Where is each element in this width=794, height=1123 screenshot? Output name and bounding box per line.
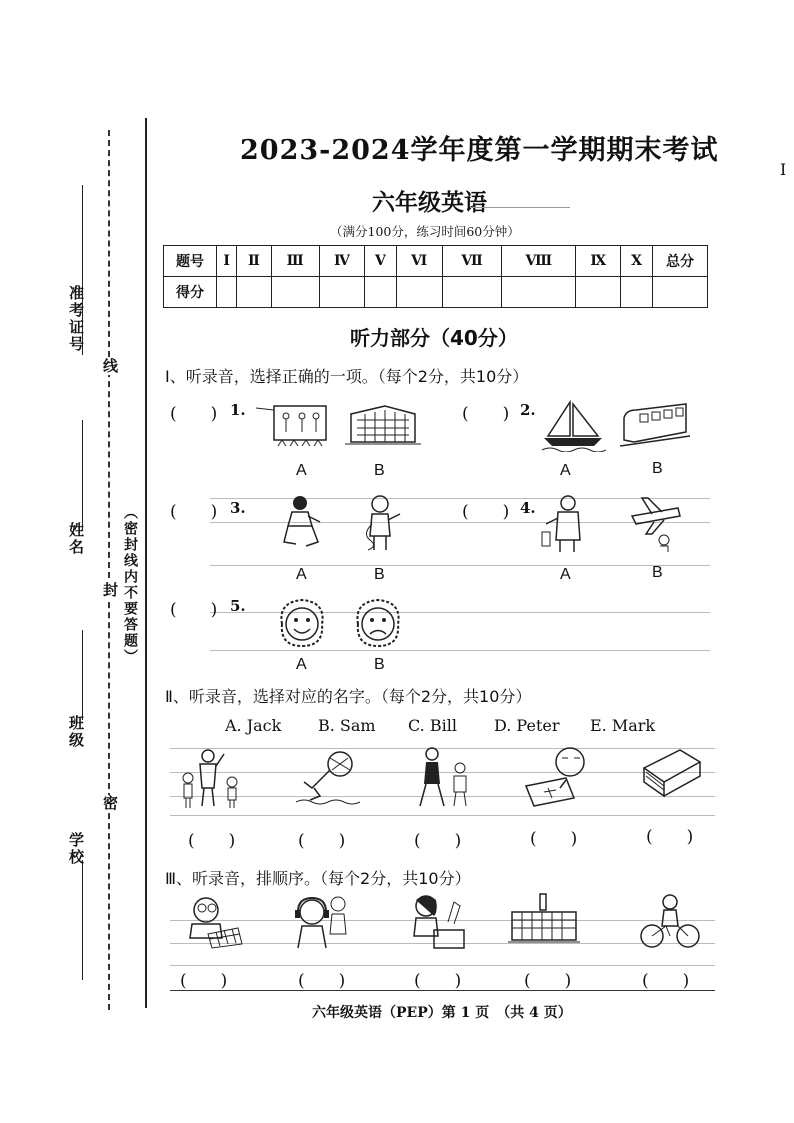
page-mark: I	[780, 160, 787, 179]
answer-blank[interactable]: ( )	[414, 971, 462, 991]
girl-at-desk-icon	[404, 892, 468, 952]
page-border	[145, 118, 147, 1008]
chess-player-icon	[180, 894, 244, 950]
name-option: A. Jack	[225, 716, 282, 735]
page-footer: 六年级英语（PEP）第 1 页 （共 4 页）	[312, 1005, 572, 1021]
building-icon	[345, 402, 421, 446]
option-label-a: A	[560, 566, 571, 583]
option-label-b: B	[374, 566, 385, 583]
answer-blank[interactable]: ( )	[642, 971, 690, 991]
hikers-icon	[410, 746, 476, 810]
name-option: E. Mark	[590, 716, 656, 735]
listening-section-heading: 听力部分（40分）	[350, 326, 518, 350]
woman-headphones-icon	[290, 894, 352, 950]
answer-blank[interactable]: ( )	[524, 971, 572, 991]
score-table-cell: Ⅶ	[442, 246, 502, 277]
answer-blank[interactable]: ( )	[298, 831, 346, 851]
q1-heading: Ⅰ、听录音，选择正确的一项。（每个2分，共10分）	[165, 367, 529, 386]
score-input-cell[interactable]	[576, 277, 621, 308]
option-label-b: B	[652, 564, 663, 581]
train-icon	[620, 402, 690, 448]
score-table-cell: V	[365, 246, 397, 277]
score-input-cell[interactable]	[502, 277, 576, 308]
diver-icon	[296, 748, 362, 808]
score-input-cell[interactable]	[621, 277, 653, 308]
seal-mi-text: 密	[101, 795, 119, 812]
score-table-header-row	[164, 246, 708, 277]
scientist-icon	[540, 494, 590, 554]
cyclist-icon	[638, 892, 702, 950]
score-table-cell: Ⅲ	[271, 246, 319, 277]
writing-line	[210, 565, 710, 566]
option-label-a: A	[560, 462, 571, 479]
margin-line-name	[82, 420, 83, 530]
crouching-man-icon	[278, 494, 324, 550]
score-row-label: 得分	[164, 277, 217, 308]
item-number: 1.	[230, 401, 246, 419]
name-option: C. Bill	[408, 716, 457, 735]
subtitle-rule	[470, 207, 570, 208]
score-table-cell: I	[217, 246, 237, 277]
answer-blank[interactable]: ( )	[462, 502, 510, 522]
item-number: 3.	[230, 499, 246, 517]
writing-line	[170, 815, 715, 816]
score-table-cell: Ⅸ	[576, 246, 621, 277]
item-number: 2.	[520, 401, 536, 419]
item-number: 4.	[520, 499, 536, 517]
score-table-cell: 题号	[164, 246, 217, 277]
school-label: 学校	[67, 832, 85, 866]
name-option: D. Peter	[494, 716, 560, 735]
score-table-cell: Ⅵ	[396, 246, 442, 277]
option-label-b: B	[374, 656, 385, 673]
exam-note: （满分100分，练习时间60分钟）	[330, 224, 520, 239]
score-table-cell: Ⅳ	[319, 246, 364, 277]
score-table-cell: Ⅱ	[237, 246, 271, 277]
score-input-cell[interactable]	[271, 277, 319, 308]
name-label: 姓名	[67, 522, 85, 556]
q3-heading: Ⅲ、听录音，排顺序。（每个2分，共10分）	[165, 869, 471, 888]
plane-icon	[628, 494, 684, 552]
score-input-cell[interactable]	[365, 277, 397, 308]
answer-blank[interactable]: ( )	[530, 829, 578, 849]
sad-face-icon	[350, 596, 406, 650]
score-table	[163, 245, 708, 308]
margin-line-class	[82, 630, 83, 720]
answer-blank[interactable]: ( )	[646, 827, 694, 847]
q2-heading: Ⅱ、听录音，选择对应的名字。（每个2分，共10分）	[165, 687, 532, 706]
score-input-cell[interactable]	[217, 277, 237, 308]
score-input-cell[interactable]	[237, 277, 271, 308]
sailboat-icon	[540, 398, 606, 452]
option-label-b: B	[374, 462, 385, 479]
exam-id-label: 准考证号	[67, 285, 85, 353]
exam-title: 2023-2024学年度第一学期期末考试	[240, 135, 719, 166]
man-with-cord-icon	[360, 494, 404, 552]
option-label-b: B	[652, 460, 663, 477]
factory-icon	[508, 892, 580, 944]
answer-blank[interactable]: ( )	[188, 831, 236, 851]
writing-line	[210, 650, 710, 651]
smiling-face-icon	[274, 596, 330, 650]
answer-blank[interactable]: ( )	[298, 971, 346, 991]
score-input-cell[interactable]	[396, 277, 442, 308]
waving-people-icon	[180, 748, 242, 810]
answer-blank[interactable]: ( )	[462, 404, 510, 424]
margin-line-school	[82, 860, 83, 980]
boy-writing-icon	[522, 744, 592, 808]
option-label-a: A	[296, 656, 307, 673]
exam-subtitle: 六年级英语	[372, 189, 487, 216]
wall-poster-icon	[254, 402, 330, 448]
answer-blank[interactable]: ( )	[414, 831, 462, 851]
seal-warning: （密封线内不要答题）	[122, 505, 138, 665]
score-table-cell: X	[621, 246, 653, 277]
answer-blank[interactable]: ( )	[180, 971, 228, 991]
class-label: 班级	[67, 715, 85, 749]
option-label-a: A	[296, 462, 307, 479]
answer-blank[interactable]: ( )	[170, 502, 218, 522]
answer-blank[interactable]: ( )	[170, 404, 218, 424]
seal-line-text: 线	[101, 358, 119, 375]
score-input-cell[interactable]	[442, 277, 502, 308]
book-icon	[640, 746, 704, 798]
answer-blank[interactable]: ( )	[170, 600, 218, 620]
score-input-cell[interactable]	[319, 277, 364, 308]
item-number: 5.	[230, 597, 246, 615]
score-table-cell: 总分	[653, 246, 708, 277]
score-table-cell: Ⅷ	[502, 246, 576, 277]
name-option: B. Sam	[318, 716, 376, 735]
option-label-a: A	[296, 566, 307, 583]
seal-feng-text: 封	[101, 582, 119, 599]
score-table-score-row	[164, 277, 708, 308]
seal-dashed-line	[108, 130, 110, 1010]
score-input-cell[interactable]	[653, 277, 708, 308]
